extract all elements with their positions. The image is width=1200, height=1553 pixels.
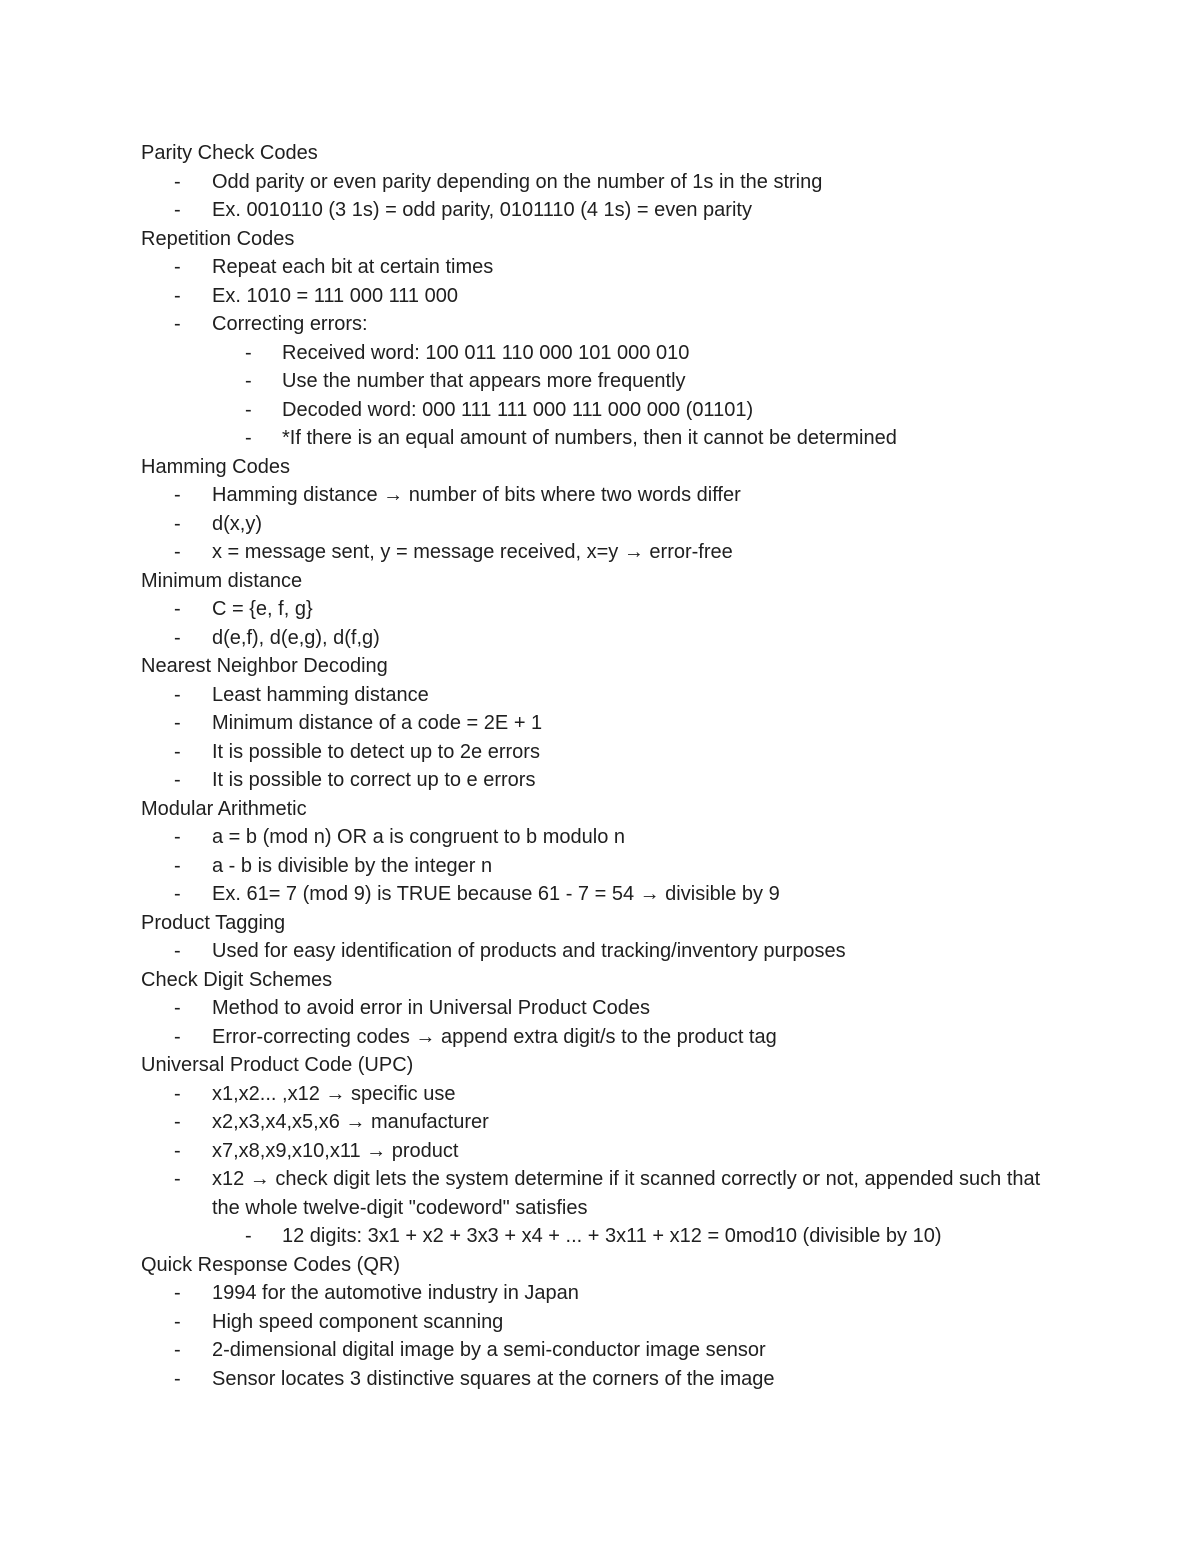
bullet-dash-icon: - [174, 1082, 181, 1105]
sub-list-item [141, 367, 1041, 396]
list-item-text: Ex. 61= 7 (mod 9) is TRUE because 61 - 7 = 54 → divisible by 9 [212, 883, 780, 905]
list-item [141, 766, 1041, 795]
list-item [141, 1365, 1041, 1394]
list-item [141, 1137, 1041, 1166]
section-heading: Universal Product Code (UPC) [141, 1054, 414, 1076]
section-heading: Parity Check Codes [141, 142, 318, 164]
sub-list-item [141, 396, 1041, 425]
list-item-text: C = {e, f, g} [212, 598, 313, 620]
list-item-text: Use the number that appears more frequently [282, 370, 686, 392]
bullet-dash-icon: - [174, 1111, 181, 1133]
list-item [141, 1336, 1041, 1365]
list-item-text: It is possible to correct up to e errors [212, 769, 536, 791]
list-item [141, 880, 1041, 909]
list-item [141, 937, 1041, 966]
section-heading: Nearest Neighbor Decoding [141, 655, 388, 677]
list-item-text: Method to avoid error in Universal Product Codes [212, 997, 650, 1019]
list-item-text: Hamming distance → number of bits where two words differ [212, 484, 741, 506]
list-item-text: High speed component scanning [212, 1310, 504, 1333]
document-body [141, 139, 1041, 1393]
list-item [141, 310, 1041, 339]
bullet-dash-icon: - [174, 1025, 181, 1048]
list-item-text: *If there is an equal amount of numbers, then it cannot be determined [282, 427, 897, 449]
list-item [141, 1279, 1041, 1308]
list-item-text: x1,x2... ,x12 → specific use [212, 1082, 456, 1105]
bullet-dash-icon: - [174, 683, 181, 706]
section-heading: Minimum distance [141, 569, 303, 592]
bullet-dash-icon: - [245, 341, 252, 364]
list-item-text: Decoded word: 000 111 111 000 111 000 000 (01101) [282, 398, 754, 421]
sub-list-item [141, 339, 1041, 368]
bullet-dash-icon: - [174, 512, 181, 535]
list-item-text: Repeat each bit at certain times [212, 256, 494, 278]
list-item-text: It is possible to detect up to 2e errors [212, 740, 540, 763]
list-item-text: Ex. 0010110 (3 1s) = odd parity, 0101110 (4 1s) = even parity [212, 199, 752, 221]
bullet-dash-icon: - [174, 1282, 181, 1304]
bullet-dash-icon: - [174, 484, 181, 506]
bullet-dash-icon: - [174, 313, 181, 335]
list-item-text: 1994 for the automotive industry in Japan [212, 1282, 579, 1304]
list-item-text: Error-correcting codes → append extra digit/s to the product tag [212, 1025, 777, 1048]
list-item-text: Received word: 100 011 110 000 101 000 010 [282, 341, 690, 364]
list-item-text: x12 → check digit lets the system determine if it scanned correctly or not, appended such that the whole twelve-digit "codeword" satisfies [212, 1168, 1041, 1219]
list-item [141, 994, 1041, 1023]
sub-list-item [141, 424, 1041, 453]
list-item-text: Odd parity or even parity depending on the number of 1s in the string [212, 170, 823, 193]
list-item [141, 538, 1041, 567]
list-item-text: x2,x3,x4,x5,x6 → manufacturer [212, 1111, 489, 1133]
bullet-dash-icon: - [174, 199, 181, 221]
list-item [141, 1165, 1041, 1222]
bullet-dash-icon: - [174, 284, 181, 307]
bullet-dash-icon: - [174, 541, 181, 563]
list-item [141, 1023, 1041, 1052]
list-item-text: a = b (mod n) OR a is congruent to b modulo n [212, 826, 625, 848]
list-item [141, 481, 1041, 510]
list-item [141, 1108, 1041, 1137]
list-item-text: 2-dimensional digital image by a semi-conductor image sensor [212, 1339, 766, 1361]
section-heading: Check Digit Schemes [141, 968, 333, 991]
list-item-text: Sensor locates 3 distinctive squares at the corners of the image [212, 1367, 775, 1390]
bullet-dash-icon: - [174, 1139, 181, 1162]
list-item [141, 681, 1041, 710]
list-item [141, 253, 1041, 282]
bullet-dash-icon: - [245, 1225, 252, 1247]
section-heading: Repetition Codes [141, 227, 295, 250]
bullet-dash-icon: - [174, 626, 181, 649]
section-heading: Hamming Codes [141, 455, 290, 478]
bullet-dash-icon: - [174, 997, 181, 1019]
bullet-dash-icon: - [174, 1339, 181, 1361]
bullet-dash-icon: - [174, 256, 181, 278]
bullet-dash-icon: - [174, 883, 181, 905]
bullet-dash-icon: - [245, 398, 252, 421]
sub-list-item [141, 1222, 1041, 1251]
bullet-dash-icon: - [174, 769, 181, 791]
section-heading: Modular Arithmetic [141, 797, 307, 820]
list-item [141, 168, 1041, 197]
list-item-text: d(x,y) [212, 512, 262, 535]
list-item-text: Ex. 1010 = 111 000 111 000 [212, 284, 458, 307]
bullet-dash-icon: - [174, 1168, 181, 1190]
list-item-text: x7,x8,x9,x10,x11 → product [212, 1139, 459, 1162]
list-item [141, 1080, 1041, 1109]
list-item [141, 595, 1041, 624]
list-item [141, 624, 1041, 653]
section-heading: Product Tagging [141, 911, 286, 934]
bullet-dash-icon: - [174, 712, 181, 734]
bullet-dash-icon: - [174, 826, 181, 848]
list-item [141, 852, 1041, 881]
bullet-dash-icon: - [174, 740, 181, 763]
bullet-dash-icon: - [174, 1310, 181, 1333]
list-item-text: Minimum distance of a code = 2E + 1 [212, 712, 543, 734]
bullet-dash-icon: - [174, 170, 181, 193]
list-item-text: 12 digits: 3x1 + x2 + 3x3 + x4 + ... + 3x11 + x12 = 0mod10 (divisible by 10) [282, 1225, 942, 1247]
bullet-dash-icon: - [174, 854, 181, 877]
list-item-text: a - b is divisible by the integer n [212, 854, 493, 877]
list-item-text: Correcting errors: [212, 313, 368, 335]
bullet-dash-icon: - [174, 598, 181, 620]
list-item-text: Used for easy identification of products and tracking/inventory purposes [212, 940, 846, 962]
list-item [141, 1308, 1041, 1337]
list-item [141, 738, 1041, 767]
list-item [141, 709, 1041, 738]
list-item [141, 510, 1041, 539]
bullet-dash-icon: - [174, 1367, 181, 1390]
list-item [141, 823, 1041, 852]
list-item-text: d(e,f), d(e,g), d(f,g) [212, 626, 380, 649]
list-item-text: x = message sent, y = message received, x=y → error-free [212, 541, 733, 563]
section-heading: Quick Response Codes (QR) [141, 1253, 400, 1276]
bullet-dash-icon: - [245, 427, 252, 449]
bullet-dash-icon: - [174, 940, 181, 962]
list-item-text: Least hamming distance [212, 683, 429, 706]
bullet-dash-icon: - [245, 370, 252, 392]
list-item [141, 196, 1041, 225]
list-item [141, 282, 1041, 311]
